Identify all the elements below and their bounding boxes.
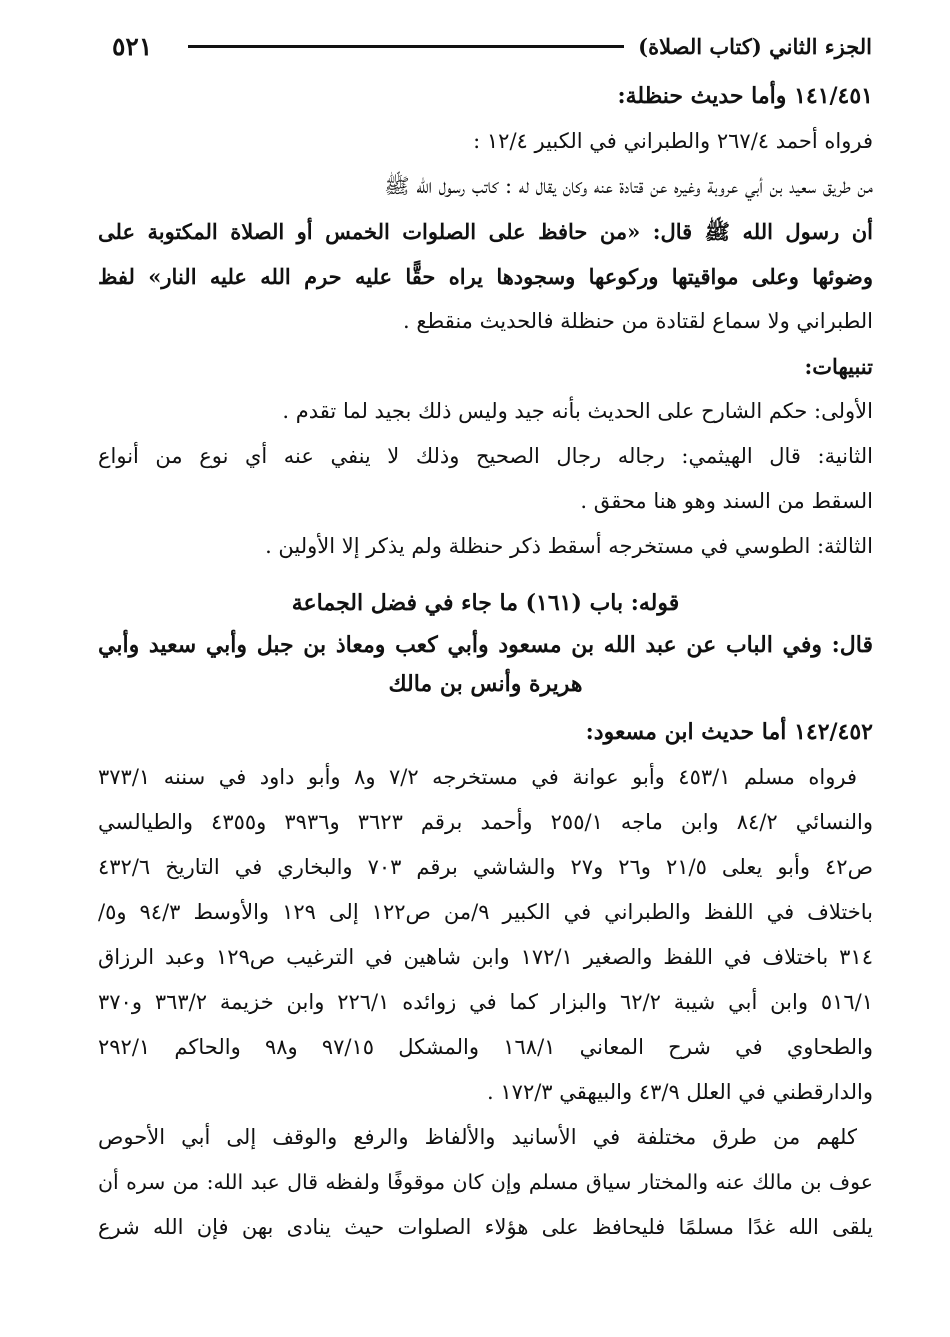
notes-heading: تنبيهات: (804, 354, 873, 379)
text-line: عوف بن مالك عنه والمختار سياق مسلم وإن كان موقوفًا ولفظه قال عبد الله: من سره أن (98, 1170, 873, 1194)
page-header (112, 26, 872, 66)
note-third: الثالثة: الطوسي في مستخرجه أسقط ذكر حنظلة ولم يذكر إلا الأولين . (265, 534, 873, 558)
page-number: ٥٢١ (112, 31, 153, 61)
text-line: والدارقطني في العلل ٤٣/٩ والبيهقي ١٧٢/٣ . (487, 1080, 873, 1104)
text-line: والطحاوي في شرح المعاني ١٦٨/١ والمشكل ٩٧/١٥ و٩٨ والحاكم ٢٩٢/١ (98, 1035, 873, 1059)
chapter-heading: قوله: باب (١٦١) ما جاء في فضل الجماعة (291, 590, 680, 616)
text-line: ٥١٦/١ وابن أبي شيبة ٦٢/٢ والبزار كما في زوائده ٢٢٦/١ وابن خزيمة ٣٦٣/٢ و٣٧٠ (98, 990, 874, 1014)
chapter-text-line: قال: وفي الباب عن عبد الله بن مسعود وأبي كعب ومعاذ بن جبل وأبي سعيد وأبي (98, 632, 873, 658)
text-line: من طريق سعيد بن أبي عروبة وغيره عن قتادة عنه وكان يقال له : كاتب رسول الله ﷺ (384, 174, 873, 198)
text-line: فرواه أحمد ٢٦٧/٤ والطبراني في الكبير ١٢/٤ : (473, 129, 873, 153)
hadith-text-line: وضوئها وعلى مواقيتها وركوعها وسجودها يراه حقًّا عليه حرم الله عليه النار» لفظ (98, 264, 873, 289)
header-rule (188, 45, 624, 48)
text-line: ص٤٢ وأبو يعلى ٢١/٥ و٢٦ و٢٧ والشاشي برقم ٧٠٣ والبخاري في التاريخ ٤٣٢/٦ (98, 855, 873, 879)
chapter-text-line: هريرة وأنس بن مالك (388, 671, 583, 697)
section-heading-hanzala: ١٤١/٤٥١ وأما حديث حنظلة: (617, 83, 873, 109)
text-line: والنسائي ٨٤/٢ وابن ماجه ٢٥٥/١ وأحمد برقم ٣٦٢٣ و٣٩٣٦ و٤٣٥٥ والطيالسي (98, 810, 873, 834)
running-head: الجزء الثاني (كتاب الصلاة) (638, 33, 872, 59)
text-line: كلهم من طرق مختلفة في الأسانيد والألفاظ والرفع والوقف إلى أبي الأحوص (98, 1125, 857, 1149)
text-line: باختلاف في اللفظ والطبراني في الكبير ٩/من ص١٢٢ إلى ١٢٩ والأوسط ٩٤/٣ و٥/ (98, 900, 873, 924)
page-body (98, 74, 873, 1250)
text-line: الطبراني ولا سماع لقتادة من حنظلة فالحديث منقطع . (402, 309, 873, 333)
hadith-text-line: أن رسول الله ﷺ قال: «من حافظ على الصلوات الخمس أو الصلاة المكتوبة على (98, 219, 873, 244)
text-line: يلقى الله غدًا مسلمًا فليحافظ على هؤلاء الصلوات حيث ينادى بهن فإن الله شرع (98, 1215, 873, 1239)
note-second: الثانية: قال الهيثمي: رجاله رجال الصحيح وذلك لا ينفي عنه أي نوع من أنواع (98, 444, 873, 468)
text-line: ٣١٤ باختلاف في اللفظ والصغير ١٧٢/١ وابن شاهين في الترغيب ص١٢٩ وعبد الرزاق (98, 945, 873, 969)
note-second-cont: السقط من السند وهو هنا محقق . (580, 489, 873, 513)
note-first: الأولى: حكم الشارح على الحديث بأنه جيد وليس ذلك بجيد لما تقدم . (282, 399, 873, 423)
text-line: فرواه مسلم ٤٥٣/١ وأبو عوانة في مستخرجه ٧/٢ و٨ وأبو داود في سننه ٣٧٣/١ (98, 765, 857, 789)
section-heading-ibn-masud: ١٤٢/٤٥٢ أما حديث ابن مسعود: (585, 719, 873, 745)
